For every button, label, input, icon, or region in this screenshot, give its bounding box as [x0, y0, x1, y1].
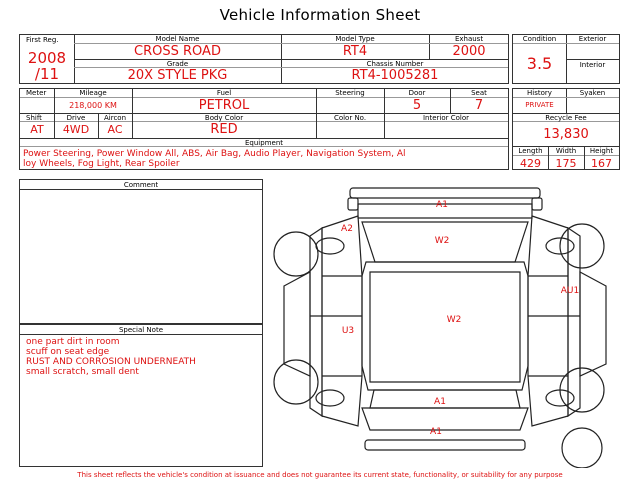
equipment-line-2: loy Wheels, Fog Light, Rear Spoiler [23, 159, 180, 169]
damage-mark: AU1 [560, 286, 580, 296]
wheel-front-left [274, 232, 318, 276]
model-type-label: Model Type [335, 35, 375, 43]
interior-color-label: Interior Color [422, 114, 470, 122]
width-label: Width [555, 147, 577, 155]
special-note-label: Special Note [118, 326, 164, 334]
first-reg-label: First Reg. [26, 36, 59, 44]
steering-label: Steering [335, 89, 365, 97]
special-note-block [19, 324, 263, 467]
fuel-label: Fuel [216, 89, 232, 97]
damage-mark: A2 [341, 224, 353, 234]
spare-wheel [562, 428, 602, 468]
front-bumper-outline [350, 188, 540, 198]
recycle-fee-label: Recycle Fee [545, 114, 587, 122]
body-outline [362, 262, 528, 390]
seat-value: 7 [474, 98, 484, 113]
wheel-rear-left [274, 360, 318, 404]
registration-block [19, 34, 509, 84]
condition-label: Condition [522, 35, 557, 43]
drive-value: 4WD [62, 123, 90, 136]
chassis-number-value: RT4-1005281 [351, 68, 439, 83]
seat-label: Seat [471, 89, 487, 97]
door-label: Door [408, 89, 426, 97]
model-type-value: RT4 [342, 44, 368, 59]
aircon-value: AC [107, 123, 123, 136]
fuel-value: PETROL [198, 98, 250, 113]
mileage-label: Mileage [79, 89, 107, 97]
damage-mark: W2 [434, 236, 450, 246]
length-value: 429 [520, 157, 541, 170]
history-label: History [527, 89, 552, 97]
door-value: 5 [412, 98, 422, 113]
damage-mark: W2 [446, 315, 462, 325]
recycle-fee-value: 13,830 [543, 127, 589, 142]
color-no-label: Color No. [333, 114, 367, 122]
comment-block [19, 179, 263, 324]
sheet-title: Vehicle Information Sheet [219, 6, 421, 24]
exhaust-label: Exhaust [454, 35, 484, 43]
spec-block [19, 88, 509, 170]
wheel-front-right [560, 224, 604, 268]
grade-value: 20X STYLE PKG [127, 68, 228, 83]
special-note-item: small scratch, small dent [26, 367, 139, 377]
grade-label: Grade [166, 60, 189, 68]
meter-label: Meter [26, 89, 47, 97]
exhaust-value: 2000 [452, 44, 486, 59]
special-note-item: RUST AND CORROSION UNDERNEATH [26, 357, 196, 367]
shift-value: AT [30, 123, 44, 136]
shift-label: Shift [26, 114, 42, 122]
chassis-number-label: Chassis Number [366, 60, 424, 68]
damage-mark: U3 [341, 326, 355, 336]
drive-label: Drive [66, 114, 86, 122]
history-value: PRIVATE [525, 101, 554, 109]
first-reg-year: 2008 [27, 49, 67, 67]
interior-label: Interior [579, 61, 606, 69]
model-name-label: Model Name [155, 35, 200, 43]
equipment-line-1: Power Steering, Power Window All, ABS, Air Bag, Audio Player, Navigation System, Al [23, 149, 406, 159]
height-value: 167 [591, 157, 612, 170]
length-label: Length [518, 147, 543, 155]
exterior-label: Exterior [578, 35, 607, 43]
tailgate-outline [362, 408, 528, 430]
width-value: 175 [555, 157, 577, 170]
model-name-value: CROSS ROAD [134, 44, 221, 59]
condition-block [512, 34, 620, 84]
first-reg-month: /11 [34, 65, 60, 83]
car-damage-diagram [270, 176, 620, 468]
body-color-label: Body Color [204, 114, 244, 122]
body-color-value: RED [210, 122, 238, 137]
syaken-label: Syaken [579, 89, 606, 97]
height-label: Height [589, 147, 614, 155]
condition-value: 3.5 [526, 54, 553, 73]
rear-bumper-outline [365, 440, 525, 450]
damage-mark: A1 [430, 427, 442, 437]
history-block [512, 88, 620, 170]
equipment-label: Equipment [245, 139, 283, 147]
disclaimer-footer: This sheet reflects the vehicle's condition at issuance and does not guarantee its current state, functionality, or suitability for any purpose [77, 471, 563, 479]
damage-mark: A1 [434, 397, 446, 407]
comment-label: Comment [123, 181, 159, 189]
special-note-item: one part dirt in room [26, 337, 120, 347]
aircon-label: Aircon [103, 114, 127, 122]
special-note-item: scuff on seat edge [26, 347, 110, 357]
damage-mark: A1 [436, 200, 448, 210]
special-note-list [26, 337, 196, 377]
mileage-value: 218,000 KM [69, 101, 117, 110]
